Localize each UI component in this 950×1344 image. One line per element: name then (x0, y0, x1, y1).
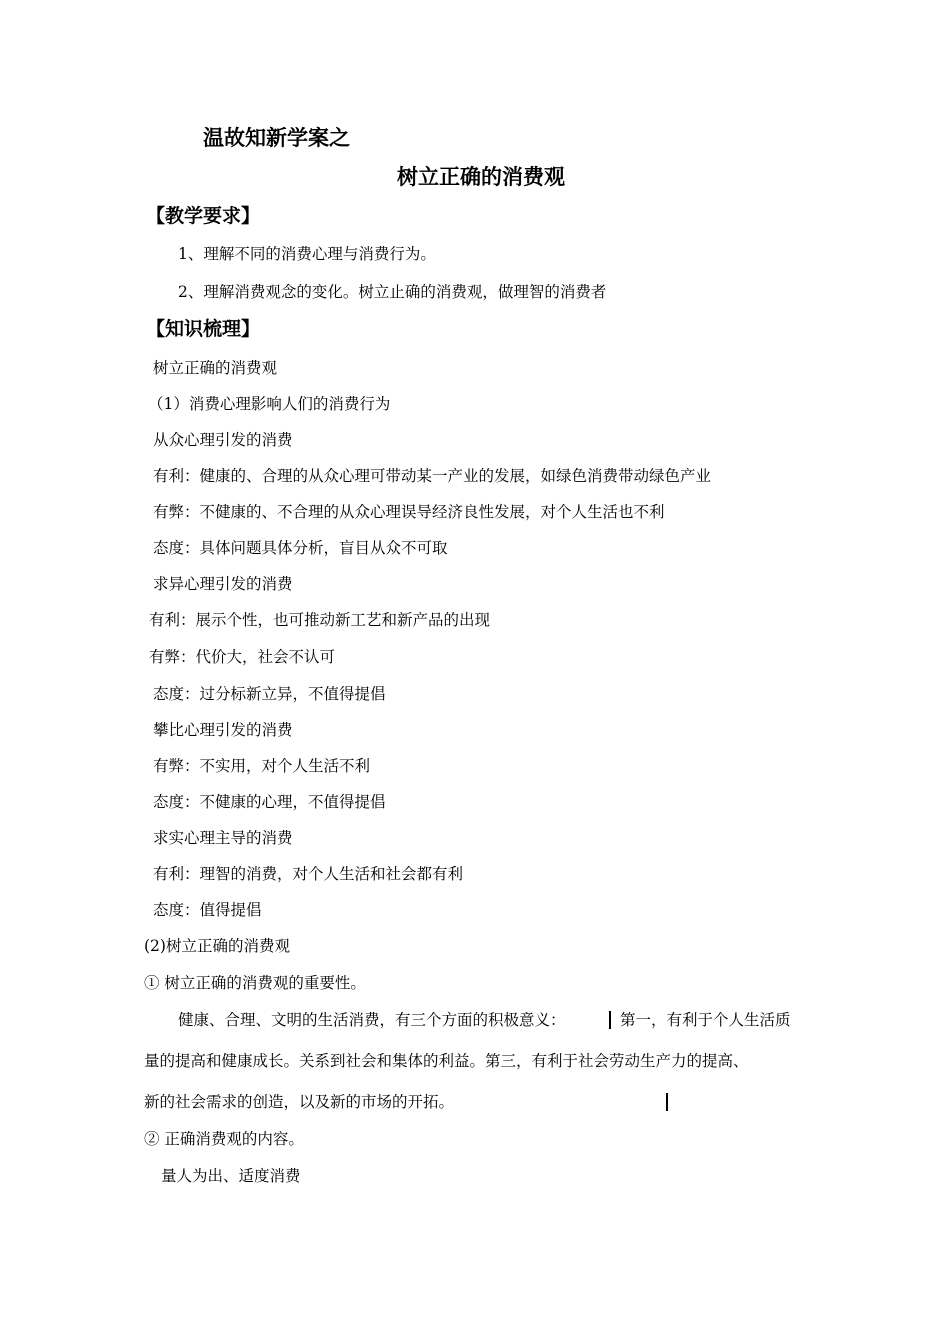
body-line: 树立正确的消费观 (153, 359, 278, 377)
body-line: ② 正确消费观的内容。 (144, 1130, 304, 1148)
paragraph-line: 新的社会需求的创造，以及新的市场的开拓。 (144, 1093, 455, 1111)
document-title-line2: 树立正确的消费观 (397, 165, 565, 189)
body-line: 态度：不健康的心理，不值得提倡 (153, 793, 386, 811)
paragraph-line: 第一，有利于个人生活质 (620, 1011, 791, 1029)
text-cursor-marker (609, 1011, 611, 1029)
body-line: 有弊：代价大，社会不认可 (149, 648, 336, 666)
body-line: 量人为出、适度消费 (161, 1167, 301, 1185)
section-heading-knowledge: 【知识梳理】 (146, 318, 261, 340)
body-line: 求异心理引发的消费 (153, 575, 293, 593)
body-line: 有利：健康的、合理的从众心理可带动某一产业的发展，如绿色消费带动绿色产业 (153, 467, 712, 485)
body-line: （1）消费心理影响人们的消费行为 (148, 395, 391, 413)
document-title-line1: 温故知新学案之 (203, 126, 350, 150)
body-line: 从众心理引发的消费 (153, 431, 293, 449)
body-line: 态度：具体问题具体分析，盲目从众不可取 (153, 539, 448, 557)
body-line: 有弊：不实用，对个人生活不利 (153, 757, 371, 775)
body-line: 态度：过分标新立异，不值得提倡 (153, 685, 386, 703)
body-line: 求实心理主导的消费 (153, 829, 293, 847)
requirement-item: 1、理解不同的消费心理与消费行为。 (178, 245, 436, 263)
body-line: 有利：展示个性，也可推动新工艺和新产品的出现 (149, 611, 491, 629)
paragraph-line: 健康、合理、文明的生活消费，有三个方面的积极意义： (178, 1011, 566, 1029)
paragraph-line: 量的提高和健康成长。关系到社会和集体的利益。第三，有利于社会劳动生产力的提高、 (144, 1052, 749, 1070)
body-line: 有利：理智的消费，对个人生活和社会都有利 (153, 865, 464, 883)
body-line: 态度：值得提倡 (153, 901, 262, 919)
body-line: 攀比心理引发的消费 (153, 721, 293, 739)
body-line: 有弊：不健康的、不合理的从众心理误导经济良性发展，对个人生活也不利 (153, 503, 665, 521)
text-cursor-marker (666, 1093, 668, 1111)
body-line: ① 树立正确的消费观的重要性。 (144, 974, 366, 992)
body-line: (2)树立正确的消费观 (144, 937, 290, 955)
requirement-item: 2、理解消费观念的变化。树立止确的消费观，做理智的消费者 (178, 283, 607, 301)
section-heading-requirements: 【教学要求】 (146, 205, 261, 227)
